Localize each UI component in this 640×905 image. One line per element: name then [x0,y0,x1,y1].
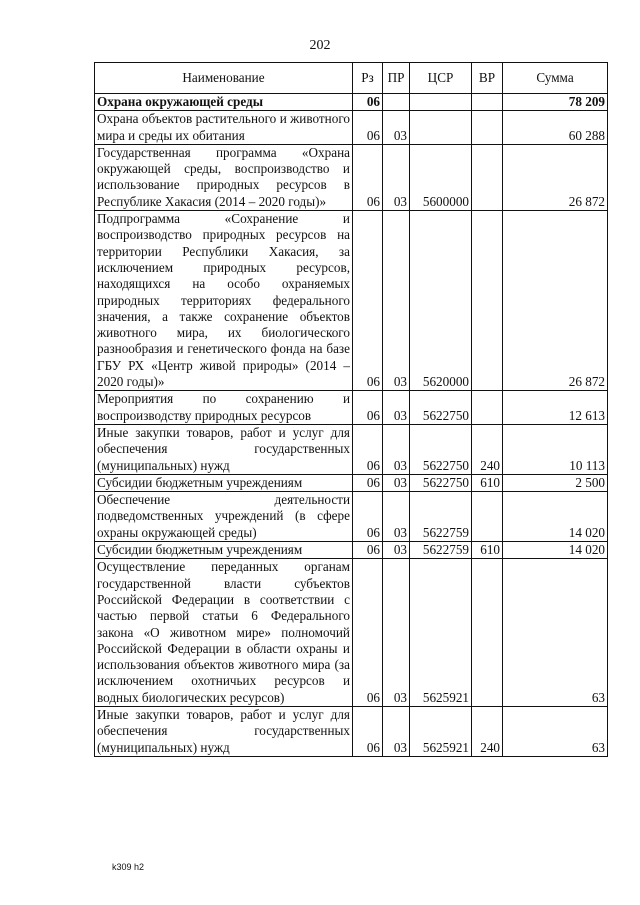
row-pr: 03 [383,391,410,425]
header-pr: ПР [383,63,410,94]
row-name: Обеспечение деятельности подведомственных учреждений (в сфере охраны окружающей среды) [95,492,353,542]
table-row [95,211,608,391]
row-name: Охрана окружающей среды [95,94,353,111]
table-row [95,706,608,756]
row-sum: 14 020 [503,492,608,542]
row-rz: 06 [353,492,383,542]
row-csr: 5625921 [410,706,472,756]
row-name: Иные закупки товаров, работ и услуг для обеспечения государственных (муниципальных) нужд [95,706,353,756]
row-rz: 06 [353,542,383,559]
row-pr: 03 [383,492,410,542]
row-rz: 06 [353,424,383,474]
header-sum: Сумма [503,63,608,94]
row-name: Субсидии бюджетным учреждениям [95,474,353,491]
table-row [95,391,608,425]
row-csr [410,94,472,111]
header-rz: Рз [353,63,383,94]
page-number: 202 [309,38,331,53]
row-sum: 63 [503,706,608,756]
row-rz: 06 [353,94,383,111]
row-name: Охрана объектов растительного и животного мира и среды их обитания [95,111,353,145]
header-vr: ВР [472,63,503,94]
row-sum: 60 288 [503,111,608,145]
row-pr: 03 [383,211,410,391]
row-sum: 63 [503,559,608,707]
row-sum: 26 872 [503,144,608,210]
row-rz: 06 [353,111,383,145]
row-pr: 03 [383,706,410,756]
row-name: Субсидии бюджетным учреждениям [95,542,353,559]
row-vr [472,492,503,542]
row-sum: 14 020 [503,542,608,559]
table-row [95,559,608,707]
row-csr: 5622759 [410,492,472,542]
row-pr [383,94,410,111]
row-csr: 5622750 [410,424,472,474]
row-vr [472,211,503,391]
row-csr: 5600000 [410,144,472,210]
row-vr: 240 [472,706,503,756]
table-row [95,94,608,111]
table-row [95,424,608,474]
row-csr [410,111,472,145]
row-vr: 240 [472,424,503,474]
row-name: Осуществление переданных органам государственной власти субъектов Российской Федерации в соответствии с частью первой статьи 6 Федерального закона «О животном мире» полномочий Российской Федерации в области охраны и использования объектов животного мира (за исключением охотничьих ресурсов и водных биологических ресурсов) [95,559,353,707]
row-pr: 03 [383,542,410,559]
row-vr: 610 [472,542,503,559]
row-sum: 10 113 [503,424,608,474]
table-header-row [95,63,608,94]
row-rz: 06 [353,391,383,425]
table-row [95,144,608,210]
row-name: Мероприятия по сохранению и воспроизводству природных ресурсов [95,391,353,425]
row-vr [472,391,503,425]
table-body [95,94,608,757]
table-row [95,111,608,145]
row-vr [472,94,503,111]
row-rz: 06 [353,474,383,491]
row-sum: 78 209 [503,94,608,111]
row-rz: 06 [353,559,383,707]
row-vr [472,111,503,145]
row-csr: 5622750 [410,391,472,425]
row-pr: 03 [383,559,410,707]
row-pr: 03 [383,111,410,145]
row-vr [472,559,503,707]
table-row [95,492,608,542]
table-row [95,474,608,491]
row-vr: 610 [472,474,503,491]
row-name: Иные закупки товаров, работ и услуг для обеспечения государственных (муниципальных) нужд [95,424,353,474]
row-vr [472,144,503,210]
row-csr: 5622750 [410,474,472,491]
row-pr: 03 [383,424,410,474]
header-csr: ЦСР [410,63,472,94]
row-sum: 12 613 [503,391,608,425]
header-name: Наименование [95,63,353,94]
row-rz: 06 [353,706,383,756]
row-rz: 06 [353,144,383,210]
row-pr: 03 [383,144,410,210]
row-csr: 5622759 [410,542,472,559]
footer-code: k309 h2 [112,862,145,872]
row-sum: 2 500 [503,474,608,491]
row-name: Подпрограмма «Сохранение и воспроизводство природных ресурсов на территории Республики Хакасия, за исключением природных ресурсов, находящихся на особо охраняемых природных территориях федерального значения, а также сохранение объектов животного мира, их биологического разнообразия и генетического фонда на базе ГБУ РХ «Центр живой природы» (2014 – 2020 годы)» [95,211,353,391]
row-pr: 03 [383,474,410,491]
row-name: Государственная программа «Охрана окружающей среды, воспроизводство и использование природных ресурсов в Республике Хакасия (2014 – 2020 годы)» [95,144,353,210]
table-row [95,542,608,559]
budget-table [94,62,608,757]
row-csr: 5625921 [410,559,472,707]
row-csr: 5620000 [410,211,472,391]
row-sum: 26 872 [503,211,608,391]
row-rz: 06 [353,211,383,391]
